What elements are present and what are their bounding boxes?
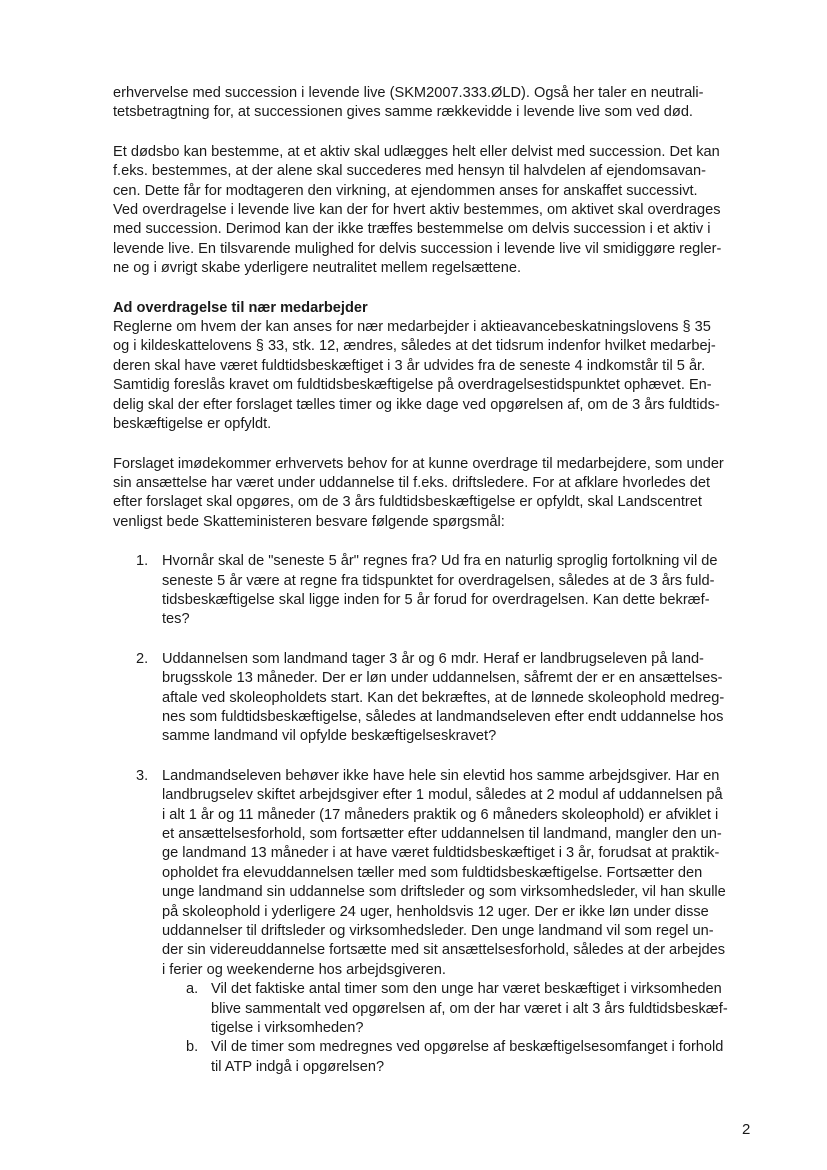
section-heading: Ad overdragelse til nær medarbejder (113, 299, 368, 316)
question-text: Hvornår skal de "seneste 5 år" regnes fra? Ud fra en naturlig sproglig fortolkning vil de seneste 5 år være at regne fra tidspunktet for overdragelsen, således at de 3 års fuld- tidsbeskæftigelse skal ligge inden for 5 år forud for overdragelsen. Kan dette bekræf- tes? (162, 553, 718, 628)
question-text: Uddannelsen som landmand tager 3 år og 6 mdr. Heraf er landbrugseleven på land- brugsskole 13 måneder. Der er løn under uddannelsen, såfremt der er en ansættelses- aftale ved skoleopholdets start. Kan det bekræftes, at de lønnede skoleophold medreg- nes som fuldtidsbeskæftigelse, således at landmandseleven efter endt uddannelse hos samme landmand vil opfylde beskæftigelseskravet? (162, 650, 725, 745)
section-close-employee (113, 299, 763, 532)
sub-question-letter: a. (186, 981, 199, 998)
question-number: 2. (136, 650, 149, 667)
question-list (113, 552, 763, 1077)
document-page (113, 84, 763, 1097)
list-item-question-3 (113, 767, 763, 1078)
paragraph-proposal: Forslaget imødekommer erhvervets behov for at kunne overdrage til medarbejdere, som under sin ansættelse har været under uddannelse til f.eks. driftsledere. For at afklare hvorledes det efter forslaget skal opgøres, om de 3 års fuldtidsbeskæftigelse er opfyldt, skal Landscentret venligst bede Skatteministeren besvare følgende spørgsmål: (113, 455, 724, 530)
paragraph-partial-succession: Et dødsbo kan bestemme, at et aktiv skal udlægges helt eller delvist med succession. Det kan f.eks. bestemmes, at der alene skal succederes med hensyn til halvdelen af ejendomsavan- cen. Dette får for modtageren den virkning, at ejendommen anses for anskaffet successivt. Ved overdragelse i levende live kan der for hvert aktiv bestemmes, om aktivet skal overdrages med succession. Derimod kan der ikke træffes bestemmelse om delvis succession i et aktiv i levende live. En tilsvarende mulighed for delvis succession i levende live vil smidiggøre regler- ne og i øvrigt skabe yderligere neutralitet mellem regelsættene. (113, 143, 722, 277)
list-item-question-1 (113, 552, 763, 630)
question-number: 3. (136, 767, 149, 784)
sub-question-list (162, 980, 763, 1077)
list-item-sub-question-b (162, 1038, 763, 1077)
paragraph-rules-change: Reglerne om hvem der kan anses for nær medarbejder i aktieavancebeskatningslovens § 35 og i kildeskattelovens § 33, stk. 12, ændres, således at det tidsrum indenfor hvilket medarbej- deren skal have været fuldtidsbeskæftiget i 3 år udvides fra de seneste 4 indkomstår til 5 år. Samtidig foreslås kravet om fuldtidsbeskæftigelse på overdragelsestidspunktet ophævet. En- delig skal der efter forslaget tælles timer og ikke dage ved opgørelsen af, om de 3 års fuldtids- beskæftigelse er opfyldt. (113, 319, 720, 433)
list-item-sub-question-a (162, 980, 763, 1038)
page-number: 2 (742, 1121, 751, 1138)
sub-question-letter: b. (186, 1039, 199, 1056)
paragraph-succession-neutrality: erhvervelse med succession i levende live (SKM2007.333.ØLD). Også her taler en neutrali- tetsbetragtning for, at successionen gives samme rækkevidde i levende live som ved død. (113, 85, 704, 121)
question-number: 1. (136, 553, 149, 570)
list-item-question-2 (113, 650, 763, 747)
question-text: Landmandseleven behøver ikke have hele sin elevtid hos samme arbejdsgiver. Har en landbrugselev skiftet arbejdsgiver efter 1 modul, således at 2 modul af uddannelsen på i alt 1 år og 11 måneder (17 måneders praktik og 6 måneders skoleophold) er afviklet i et ansættelsesforhold, som fortsætter efter uddannelsen til landmand, mangler den un- ge landmand 13 måneder i at have været fuldtidsbeskæftiget i 3 år, forudsat at praktik- opholdet fra elevuddannelsen tæller med som fuldtidsbeskæftigelse. Fortsætter den unge landmand sin uddannelse som driftsleder og som virksomhedsleder, vil han skulle på skoleophold i yderligere 24 uger, henholdsvis 12 uger. Der er ikke løn under disse uddannelser til driftsleder og virksomhedsleder. Den unge landmand vil som regel un- der sin videreuddannelse fortsætte med sit ansættelsesforhold, således at der arbejdes i ferier og weekenderne hos arbejdsgiveren. (162, 767, 726, 978)
sub-question-text: Vil de timer som medregnes ved opgørelse af beskæftigelsesomfanget i forhold til ATP indgå i opgørelsen? (211, 1039, 724, 1075)
sub-question-text: Vil det faktiske antal timer som den unge har været beskæftiget i virksomheden blive sammentalt ved opgørelsen af, om der har været i alt 3 års fuldtidsbeskæf- tigelse i virksomheden? (211, 981, 728, 1037)
